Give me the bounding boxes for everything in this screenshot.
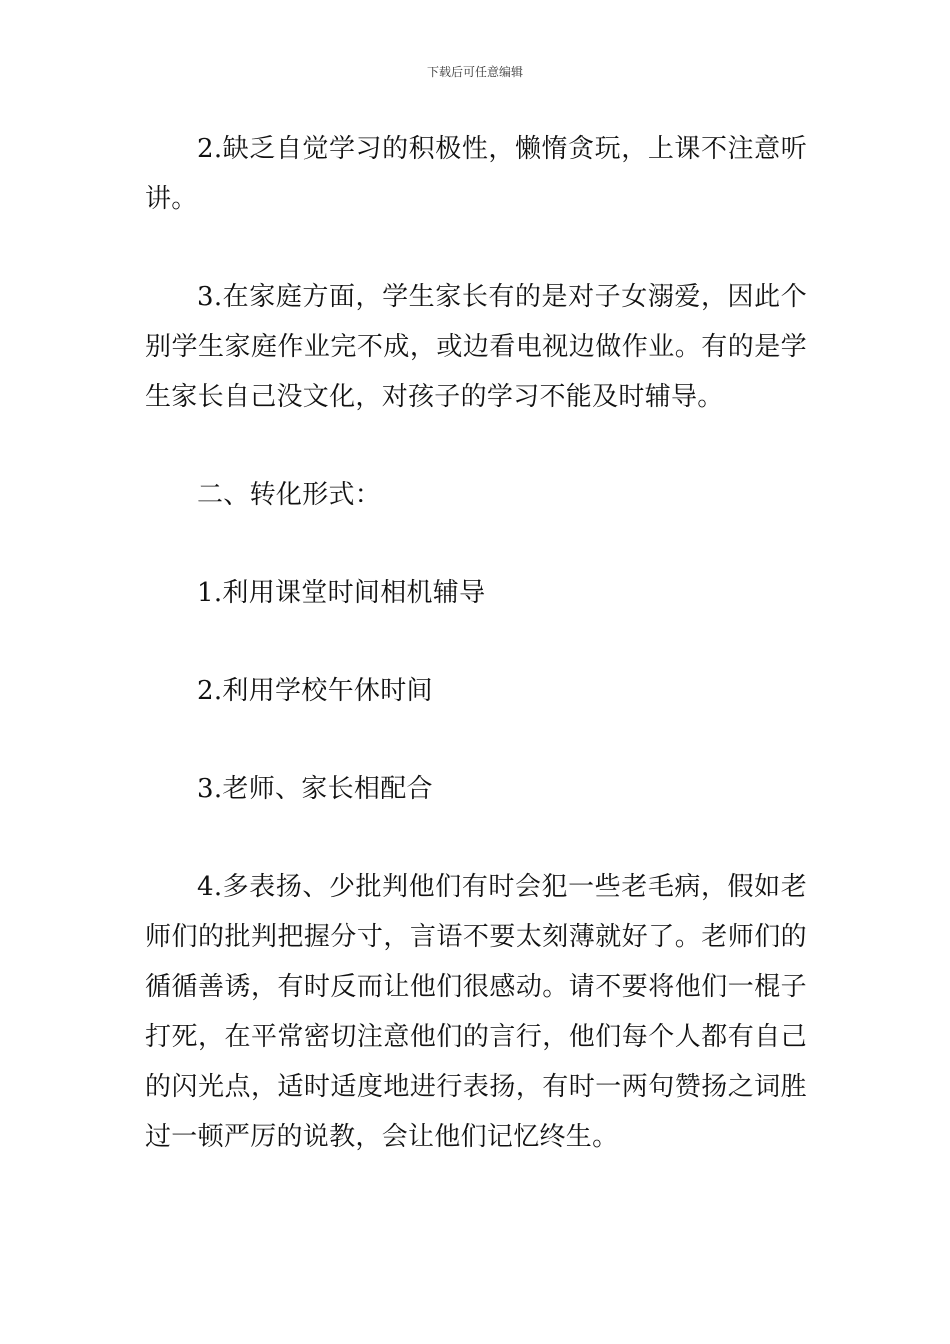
- section-heading-transformation: 二、转化形式：: [197, 480, 382, 510]
- paragraph-lack-motivation: 2.缺乏自觉学习的积极性，懒惰贪玩，上课不注意听讲。: [145, 134, 807, 214]
- page-header-note: 下载后可任意编辑: [426, 65, 523, 79]
- document-body: [145, 124, 807, 1162]
- paragraph-spacer: [145, 618, 807, 666]
- list-item-teacher-parent: 3.老师、家长相配合: [197, 774, 433, 804]
- paragraph-spacer: [145, 716, 807, 764]
- list-item-classroom-tutoring: 1.利用课堂时间相机辅导: [197, 578, 486, 608]
- paragraph-spacer: [145, 224, 807, 272]
- list-item-noon-break: 2.利用学校午休时间: [197, 676, 433, 706]
- paragraph-family-aspect: 3.在家庭方面，学生家长有的是对子女溺爱，因此个别学生家庭作业完不成，或边看电视边做作业。有的是学生家长自己没文化，对孩子的学习不能及时辅导。: [145, 282, 807, 412]
- paragraph-spacer: [145, 520, 807, 568]
- list-item-praise-more: 4.多表扬、少批判他们有时会犯一些老毛病，假如老师们的批判把握分寸，言语不要太刻薄就好了。老师们的循循善诱，有时反而让他们很感动。请不要将他们一棍子打死，在平常密切注意他们的言行，他们每个人都有自己的闪光点，适时适度地进行表扬，有时一两句赞扬之词胜过一顿严厉的说教，会让他们记忆终生。: [145, 872, 807, 1152]
- paragraph-spacer: [145, 814, 807, 862]
- paragraph-spacer: [145, 422, 807, 470]
